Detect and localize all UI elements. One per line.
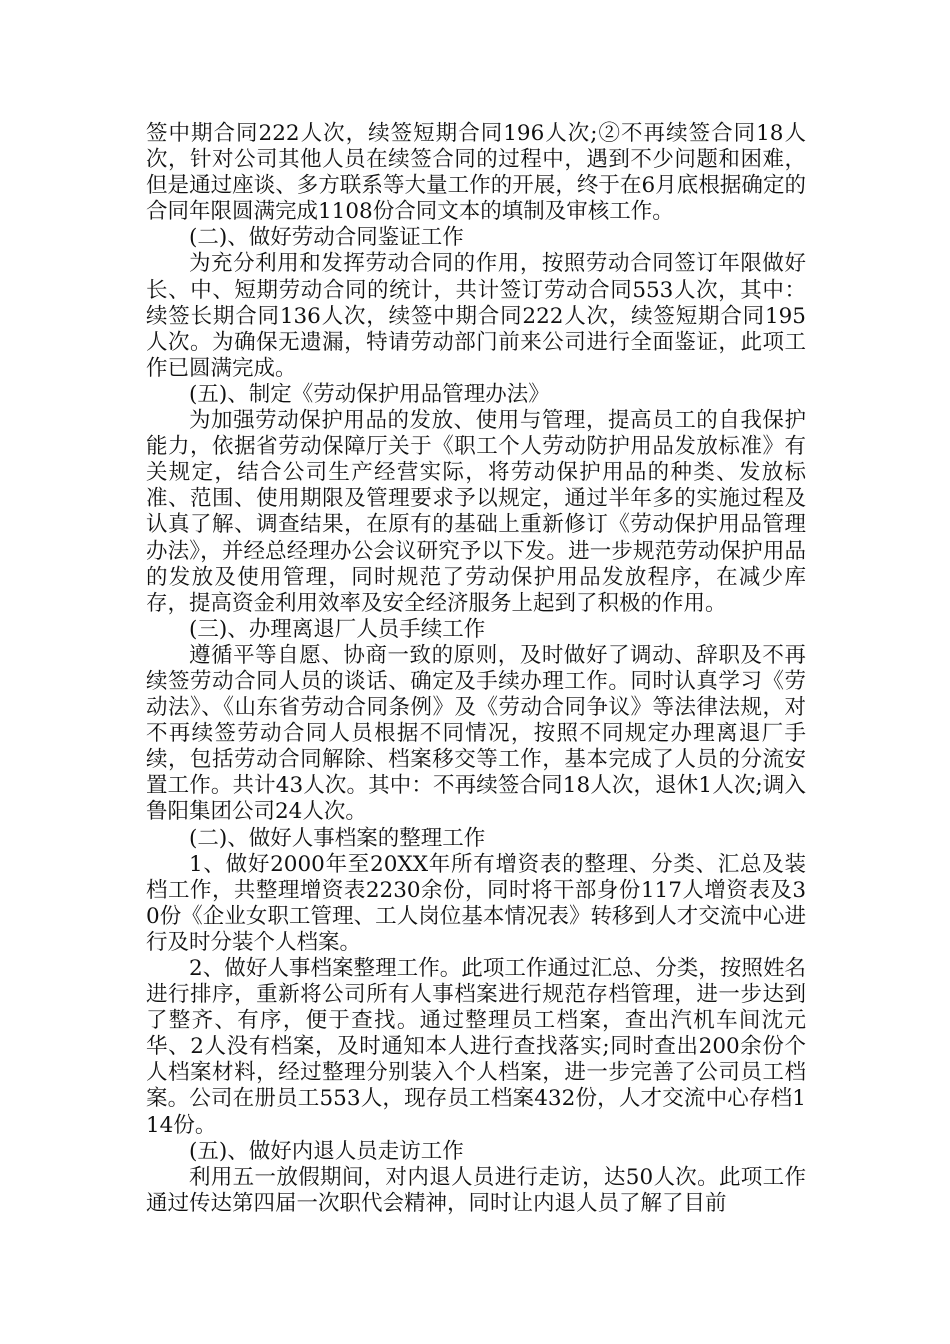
heading-personnel-archives: (二)、做好人事档案的整理工作 bbox=[189, 825, 486, 851]
paragraph-contract-renewal: 签中期合同222人次，续签短期合同196人次;②不再续签合同18人次，针对公司其他人员在续签合同的过程中，遇到不少问题和困难，但是通过座谈、多方联系等大量工作的开展，终于在6月底根据确定的合同年限圆满完成1108份合同文本的填制及审核工作。 bbox=[146, 121, 806, 225]
paragraph-contract-verification: 为充分利用和发挥劳动合同的作用，按照劳动合同签订年限做好长、中、短期劳动合同的统计，共计签订劳动合同553人次，其中：续签长期合同136人次，续签中期合同222人次，续签短期合同195人次。为确保无遗漏，特请劳动部门前来公司进行全面鉴证，此项工作已圆满完成。 bbox=[146, 251, 806, 381]
document-page bbox=[146, 121, 806, 1217]
paragraph-protective-equipment-rules: 为加强劳动保护用品的发放、使用与管理，提高员工的自我保护能力，依据省劳动保障厅关于《职工个人劳动防护用品发放标准》有关规定，结合公司生产经营实际，将劳动保护用品的种类、发放标准、范围、使用期限及管理要求予以规定，通过半年多的实施过程及认真了解、调查结果，在原有的基础上重新修订《劳动保护用品管理办法》，并经总经理办公会议研究予以下发。进一步规范劳动保护用品的发放及使用管理，同时规范了劳动保护用品发放程序，在减少库存，提高资金利用效率及安全经济服务上起到了积极的作用。 bbox=[146, 408, 806, 616]
heading-contract-verification: (二)、做好劳动合同鉴证工作 bbox=[189, 225, 464, 251]
heading-protective-equipment-rules: (五)、制定《劳动保护用品管理办法》 bbox=[189, 381, 550, 407]
paragraph-retirement-procedures: 遵循平等自愿、协商一致的原则，及时做好了调动、辞职及不再续签劳动合同人员的谈话、确定及手续办理工作。同时认真学习《劳动法》、《山东省劳动合同条例》及《劳动合同争议》等法律法规，对不再续签劳动合同人员根据不同情况，按照不同规定办理离退厂手续，包括劳动合同解除、档案移交等工作，基本完成了人员的分流安置工作。共计43人次。其中：不再续签合同18人次，退休1人次;调入鲁阳集团公司24人次。 bbox=[146, 642, 806, 825]
paragraph-archive-organization: 2、做好人事档案整理工作。此项工作通过汇总、分类，按照姓名进行排序，重新将公司所有人事档案进行规范存档管理，进一步达到了整齐、有序，便于查找。通过整理员工档案，查出汽机车间沈元华、2人没有档案，及时通知本人进行查找落实;同时查出200余份个人档案材料，经过整理分别装入个人档案，进一步完善了公司员工档案。公司在册员工553人，现存员工档案432份，人才交流中心存档114份。 bbox=[146, 956, 806, 1138]
paragraph-salary-tables: 1、做好2000年至20XX年所有增资表的整理、分类、汇总及装档工作，共整理增资表2230余份，同时将干部身份117人增资表及30份《企业女职工管理、工人岗位基本情况表》转移到人才交流中心进行及时分装个人档案。 bbox=[146, 851, 806, 955]
paragraph-retiree-visits: 利用五一放假期间，对内退人员进行走访，达50人次。此项工作通过传达第四届一次职代会精神，同时让内退人员了解了目前 bbox=[146, 1164, 806, 1216]
heading-retirement-procedures: (三)、办理离退厂人员手续工作 bbox=[189, 616, 486, 642]
heading-retiree-visits: (五)、做好内退人员走访工作 bbox=[189, 1138, 464, 1164]
